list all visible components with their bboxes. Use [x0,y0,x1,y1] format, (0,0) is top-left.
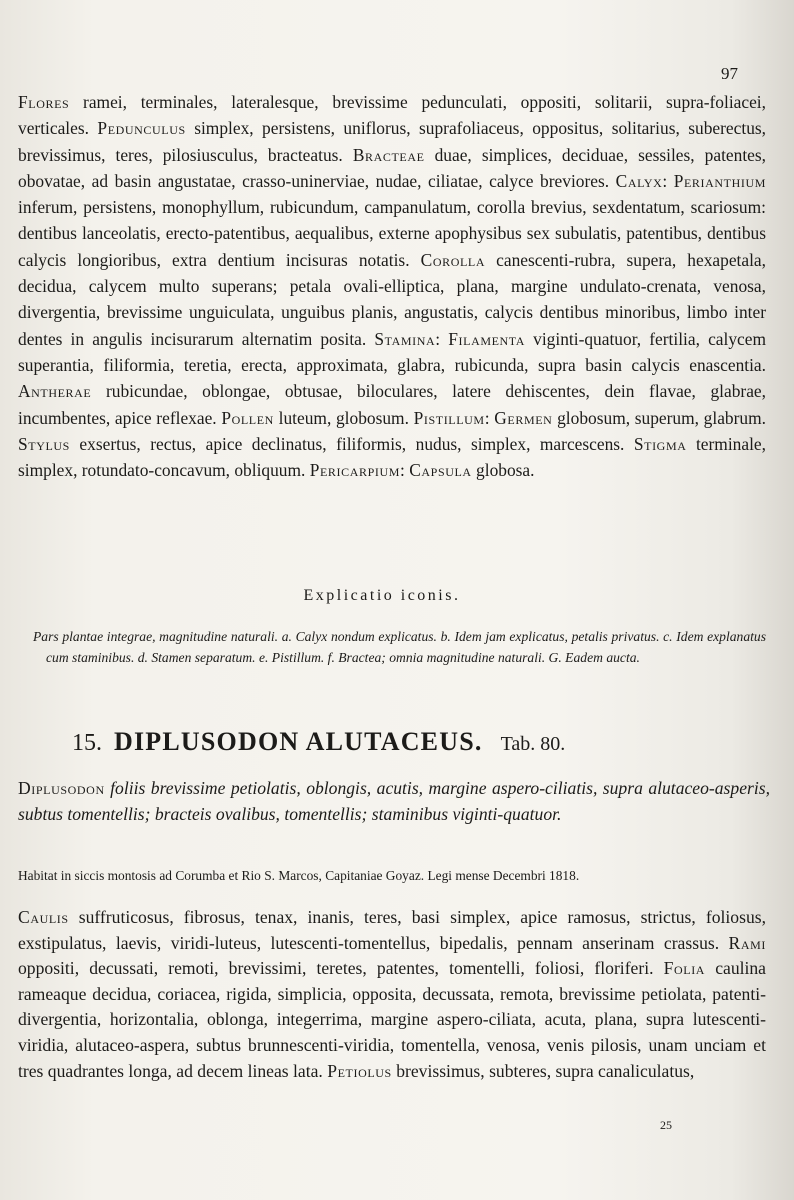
text: simplex, persistens, uniflorus, suprafoliaceus, oppositus, solitarius, suberectus, brevissimus, teres, pilosiusculus, bracteatus. [18,118,767,165]
term: Folia [663,958,706,979]
text: : [400,460,410,481]
term: Antherae [18,381,92,402]
text: terminale, simplex, rotundato-concavum, obliquum. [18,433,766,481]
plate-reference: Tab. 80. [500,733,566,755]
species-heading [72,727,762,757]
term: Calyx [615,170,663,191]
text: globosum, superum, glabrum. [552,407,766,428]
term: Germen [494,407,553,428]
term: Capsula [409,460,472,481]
text: : [662,170,674,191]
text: globosa. [471,460,535,481]
diagnosis-text: foliis brevissime petiolatis, oblongis, acutis, margine aspero-ciliatis, supra alutaceo-asperis, subtus tomentellis; bracteis ovalibus, tomentellis; staminibus viginti-quatuor. [18,778,770,824]
term: Filamenta [448,328,526,349]
text: exsertus, rectus, apice declinatus, filiformis, nudus, simplex, marcescens. [69,433,634,454]
text: luteum, globosum. [273,407,414,428]
term: Caulis [18,907,69,927]
term: Stamina [374,328,436,349]
term: Pericarpium [309,460,401,481]
text: : [484,407,495,428]
signature-mark: 25 [660,1118,672,1132]
term: Pollen [221,407,274,428]
text: suffruticosus, fibrosus, tenax, inanis, teres, basi simplex, apice ramosus, strictus, foliosus, exstipulatus, laevis, viridi-luteus, lutescenti-tomentellus, bipedalis, pennam anserinam crassus. [18,907,766,953]
text: duae, simplices, deciduae, sessiles, patentes, obovatae, ad basin angustatae, crasso-uninerviae, nudae, ciliatae, calyce breviores. [18,144,766,191]
description-paragraph-caulis [18,905,766,1084]
term: Stigma [633,433,687,454]
term: Pedunculus [97,118,186,139]
text: rubicundae, oblongae, obtusae, biloculares, latere dehiscentes, dein flavae, glabrae, incumbentes, apice reflexae. [18,381,766,428]
term: Stylus [18,433,70,454]
habitat-line: Habitat in siccis montosis ad Corumba et Rio S. Marcos, Capitaniae Goyaz. Legi mense Decembri 1818. [18,868,580,883]
term: Flores [18,92,70,112]
species-number: 15. [72,730,102,756]
species-diagnosis [18,775,770,827]
text: : [435,328,449,349]
text: caulina rameaque decidua, coriacea, rigida, simplicia, opposita, decussata, remota, brevissime petiolata, patenti-divergentia, horizontalia, oblonga, integerrima, margine aspero-ciliata, acuta, plana, supra lutescenti-viridia, alutaceo-aspera, subtus brunnescenti-viridia, tomentella, venosa, venis pilosis, unam unciam et tres quadrantes longa, ad decem lineas lata. [18,958,766,1081]
genus-name: Diplusodon [18,778,105,798]
term: Petiolus [327,1060,392,1081]
text: oppositi, decussati, remoti, brevissimi, teretes, patentes, tomentelli, foliosi, floriferi. [18,958,664,979]
page-number: 97 [721,64,738,83]
term: Rami [728,932,766,953]
explicatio-heading: Explicatio iconis. [303,587,461,604]
term: Corolla [420,249,486,270]
species-name: DIPLUSODON ALUTACEUS. [114,727,483,756]
text: inferum, persistens, monophyllum, rubicundum, campanulatum, corolla brevius, sexdentatum, scariosum: dentibus lanceolatis, erecto-patentibus, aequalibus, externe apophysibus sex subulatis, patentibus, dentibus calycis longioribus, extra dentium incisuras notatis. [18,197,766,270]
text: viginti-quatuor, fertilia, calycem superantia, filiformia, teretia, erecta, approximata, glabra, rubicunda, supra basin calycis enascentia. [18,328,767,375]
term: Perianthium [673,170,766,191]
text: brevissimus, subteres, supra canaliculatus, [391,1060,695,1081]
text: canescenti-rubra, supera, hexapetala, decidua, calycem multo superans; petala ovali-elliptica, plana, margine undulato-crenata, venosa, divergentia, brevissime unguiculata, unguibus planis, angustatis, calycis dentibus minoribus, limbo inter dentes in angulis incisurarum alternatim posita. [18,249,767,349]
term: Bracteae [352,144,425,165]
term: Pistillum [413,407,485,428]
explicatio-text: Pars plantae integrae, magnitudine naturali. a. Calyx nondum explicatus. b. Idem jam explicatus, petalis privatus. c. Idem explanatus cum staminibus. d. Stamen separatum. e. Pistillum. f. Bractea; omnia magnitudine naturali. G. Eadem aucta. [33,629,766,665]
description-paragraph-flores [18,89,766,483]
text: ramei, terminales, lateralesque, brevissime pedunculati, oppositi, solitarii, supra-foliacei, verticales. [18,92,766,139]
